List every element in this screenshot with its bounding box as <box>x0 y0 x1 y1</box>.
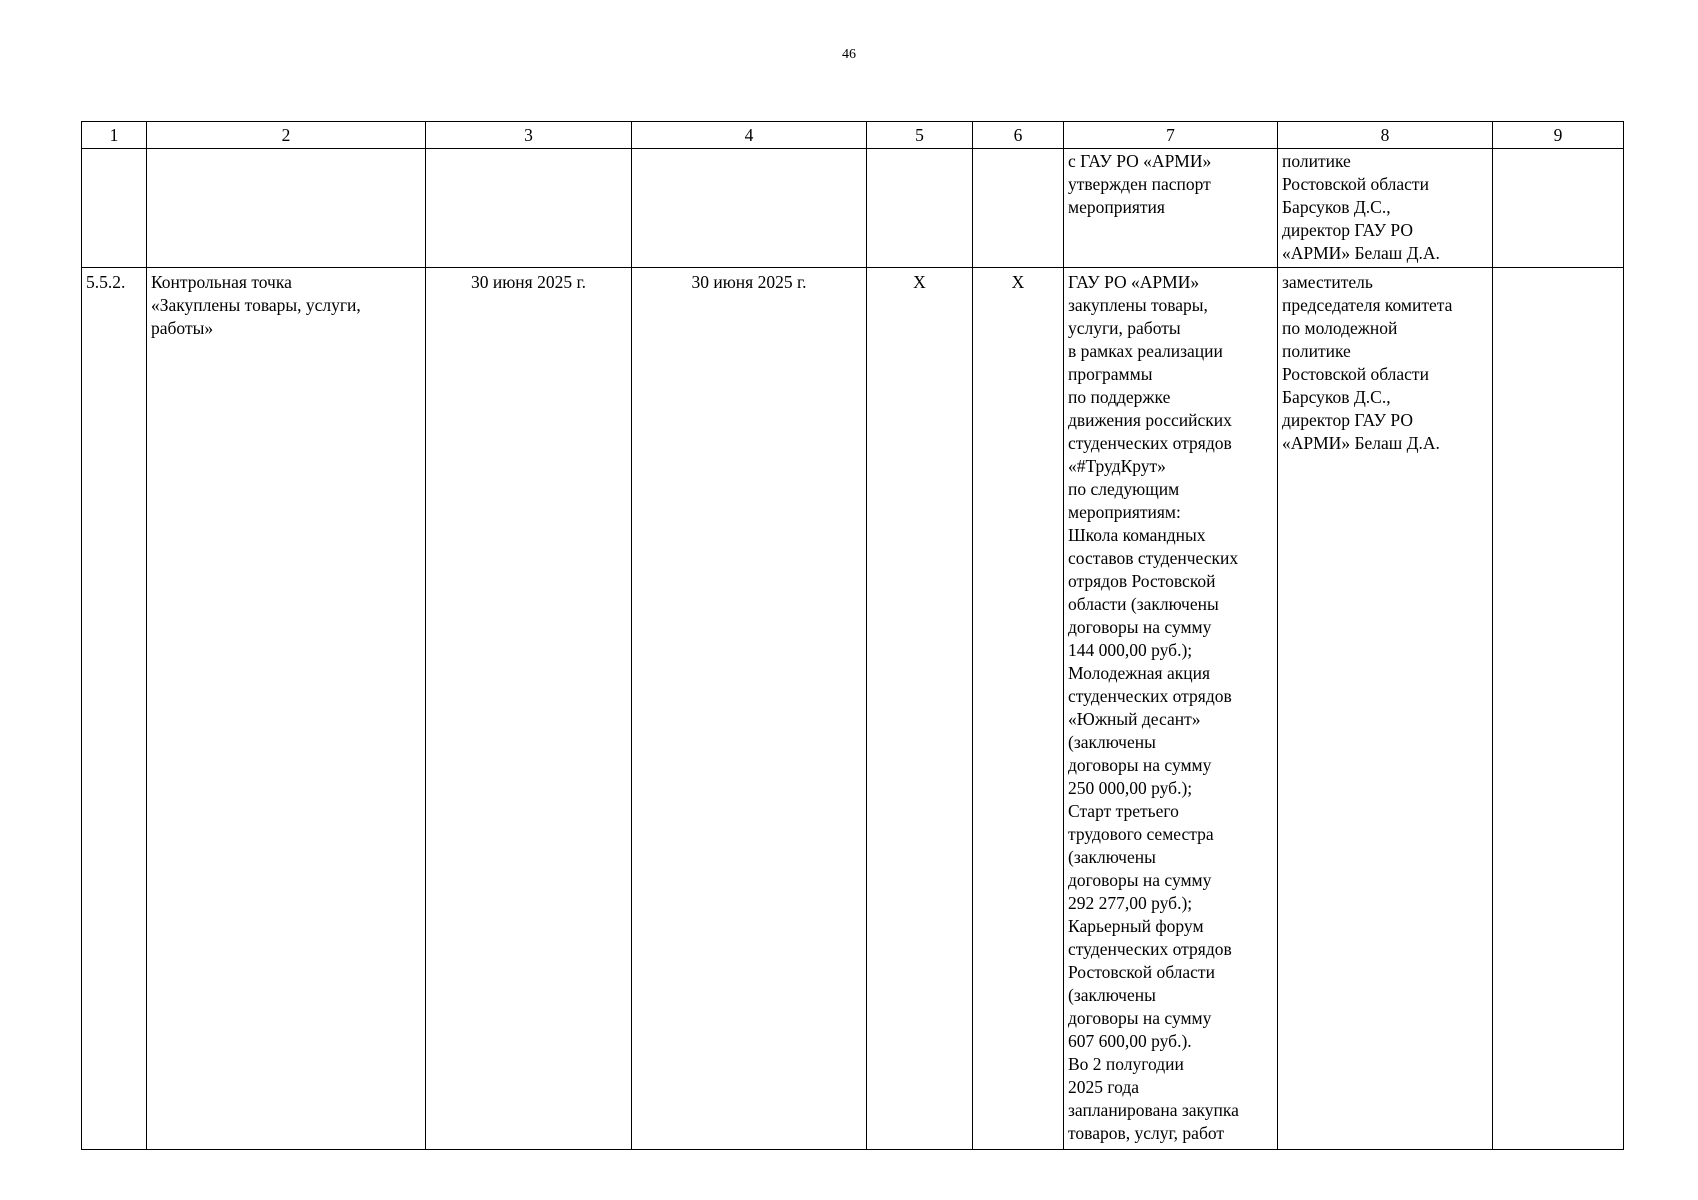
cell-name <box>147 149 426 268</box>
cell-plan-date <box>426 149 632 268</box>
cell-name <box>147 268 426 1150</box>
text-line: запланирована закупка <box>1068 1100 1239 1120</box>
text-line: в рамках реализации <box>1068 341 1223 361</box>
text-line: закуплены товары, <box>1068 295 1208 315</box>
text-line: договоры на сумму <box>1068 870 1212 890</box>
text-line: ГАУ РО «АРМИ» <box>1068 272 1200 292</box>
text-line: студенческих отрядов <box>1068 433 1232 453</box>
column-header: 6 <box>973 122 1064 149</box>
text-line: программы <box>1068 364 1153 384</box>
text-line: Барсуков Д.С., <box>1282 197 1391 217</box>
text-line: Ростовской области <box>1068 962 1215 982</box>
cell-responsible <box>1278 149 1493 268</box>
text-line: «Южный десант» <box>1068 709 1201 729</box>
text-line: по следующим <box>1068 479 1180 499</box>
text-line: составов студенческих <box>1068 548 1239 568</box>
data-table <box>81 121 1624 1150</box>
text-line: Ростовской области <box>1282 364 1429 384</box>
page-number: 46 <box>842 47 856 62</box>
text-line: «АРМИ» Белаш Д.А. <box>1282 243 1440 263</box>
text-line: Карьерный форум <box>1068 916 1204 936</box>
text-line: с ГАУ РО «АРМИ» <box>1068 151 1212 171</box>
text-line: политике <box>1282 341 1351 361</box>
column-header: 4 <box>632 122 867 149</box>
text-line: Контрольная точка <box>151 272 292 292</box>
cell-col5 <box>867 149 973 268</box>
text-line: Молодежная акция <box>1068 663 1210 683</box>
cell-col9 <box>1493 268 1624 1150</box>
column-header: 2 <box>147 122 426 149</box>
text-line: «АРМИ» Белаш Д.А. <box>1282 433 1440 453</box>
text-line: утвержден паспорт <box>1068 174 1211 194</box>
text-line: услуги, работы <box>1068 318 1181 338</box>
text-line: договоры на сумму <box>1068 617 1212 637</box>
cell-plan-date: 30 июня 2025 г. <box>426 268 632 1150</box>
text-line: 607 600,00 руб.). <box>1068 1031 1192 1051</box>
text-line: трудового семестра <box>1068 824 1214 844</box>
text-line: политике <box>1282 151 1351 171</box>
text-line: договоры на сумму <box>1068 755 1212 775</box>
text-line: работы» <box>151 318 214 338</box>
column-number-row <box>82 122 1624 149</box>
text-line: «Закуплены товары, услуги, <box>151 295 361 315</box>
cell-col5: Х <box>867 268 973 1150</box>
cell-number: 5.5.2. <box>82 268 147 1150</box>
text-line: по поддержке <box>1068 387 1171 407</box>
text-line: 2025 года <box>1068 1077 1140 1097</box>
text-line: мероприятиям: <box>1068 502 1181 522</box>
text-line: Школа командных <box>1068 525 1206 545</box>
text-line: Барсуков Д.С., <box>1282 387 1391 407</box>
text-line: движения российских <box>1068 410 1232 430</box>
text-line: 144 000,00 руб.); <box>1068 640 1193 660</box>
text-line: студенческих отрядов <box>1068 939 1232 959</box>
text-line: заместитель <box>1282 272 1373 292</box>
text-line: (заключены <box>1068 847 1156 867</box>
cell-status <box>1064 149 1278 268</box>
cell-col9 <box>1493 149 1624 268</box>
cell-responsible <box>1278 268 1493 1150</box>
text-line: Во 2 полугодии <box>1068 1054 1184 1074</box>
cell-number <box>82 149 147 268</box>
column-header: 1 <box>82 122 147 149</box>
text-line: директор ГАУ РО <box>1282 220 1414 240</box>
text-line: по молодежной <box>1282 318 1398 338</box>
text-line: (заключены <box>1068 732 1156 752</box>
table-row <box>82 268 1624 1150</box>
text-line: 292 277,00 руб.); <box>1068 893 1193 913</box>
cell-col6: Х <box>973 268 1064 1150</box>
cell-actual-date: 30 июня 2025 г. <box>632 268 867 1150</box>
column-header: 8 <box>1278 122 1493 149</box>
text-line: «#ТрудКрут» <box>1068 456 1166 476</box>
cell-actual-date <box>632 149 867 268</box>
text-line: мероприятия <box>1068 197 1165 217</box>
text-line: договоры на сумму <box>1068 1008 1212 1028</box>
text-line: председателя комитета <box>1282 295 1453 315</box>
cell-status <box>1064 268 1278 1150</box>
text-line: отрядов Ростовской <box>1068 571 1216 591</box>
text-line: студенческих отрядов <box>1068 686 1232 706</box>
column-header: 7 <box>1064 122 1278 149</box>
text-line: Ростовской области <box>1282 174 1429 194</box>
column-header: 9 <box>1493 122 1624 149</box>
cell-col6 <box>973 149 1064 268</box>
text-line: Старт третьего <box>1068 801 1179 821</box>
text-line: 250 000,00 руб.); <box>1068 778 1193 798</box>
text-line: директор ГАУ РО <box>1282 410 1414 430</box>
column-header: 3 <box>426 122 632 149</box>
text-line: области (заключены <box>1068 594 1219 614</box>
text-line: (заключены <box>1068 985 1156 1005</box>
table-row <box>82 149 1624 268</box>
column-header: 5 <box>867 122 973 149</box>
text-line: товаров, услуг, работ <box>1068 1123 1225 1143</box>
